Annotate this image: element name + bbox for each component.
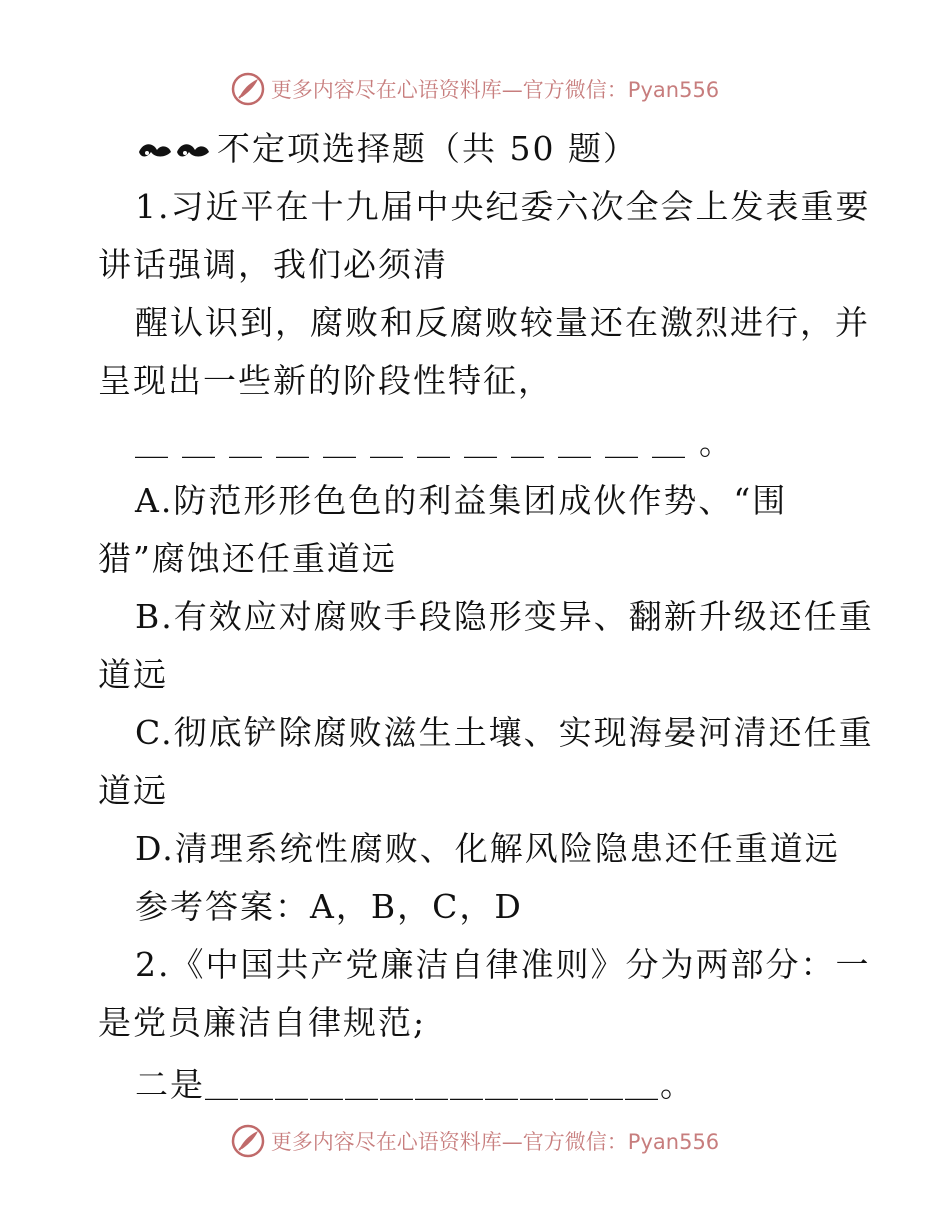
watermark-text: 更多内容尽在心语资料库—官方微信：Pyan556 (270, 78, 720, 102)
q2-line1: 2.《中国共产党廉洁自律准则》分为两部分：一 (135, 945, 871, 984)
leaf-ornament-icon (135, 134, 215, 164)
q1-line1: 1.习近平在十九届中央纪委六次全会上发表重要 (135, 187, 871, 226)
watermark-text: 更多内容尽在心语资料库—官方微信：Pyan556 (270, 1130, 720, 1154)
q1-option-a-line1: A.防范形形色色的利益集团成伙作势、“围 (135, 481, 788, 520)
feather-seal-icon (231, 72, 265, 106)
q1-option-c-line1: C.彻底铲除腐败滋生土壤、实现海晏河清还任重 (135, 713, 874, 752)
section-title-row (98, 120, 858, 178)
q1-line3: 醒认识到，腐败和反腐败较量还在激烈进行，并 (135, 303, 870, 342)
q1-option-c-line2: 道远 (98, 771, 168, 810)
q1-option-b-line1: B.有效应对腐败手段隐形变异、翻新升级还任重 (135, 597, 874, 636)
q1-line2: 讲话强调，我们必须清 (98, 245, 448, 284)
q2-line3: 二是＿＿＿＿＿＿＿＿＿＿＿＿＿。 (135, 1065, 695, 1104)
q1-answer: 参考答案：A，B，C，D (135, 887, 523, 926)
feather-seal-icon (231, 1124, 265, 1158)
q1-option-d: D.清理系统性腐败、化解风险隐患还任重道远 (135, 829, 840, 868)
q2-line2: 是党员廉洁自律规范; (98, 1003, 427, 1042)
section-title: 不定项选择题（共 50 题） (217, 129, 638, 168)
q1-option-a-line2: 猎”腐蚀还任重道远 (98, 539, 397, 578)
q1-blank: ＿＿＿＿＿＿＿＿＿＿＿＿。 (135, 423, 746, 462)
watermark-footer (0, 1124, 950, 1158)
q1-line4: 呈现出一些新的阶段性特征， (98, 361, 553, 400)
watermark-header (0, 72, 950, 106)
q1-option-b-line2: 道远 (98, 655, 168, 694)
document-body (98, 120, 874, 1114)
